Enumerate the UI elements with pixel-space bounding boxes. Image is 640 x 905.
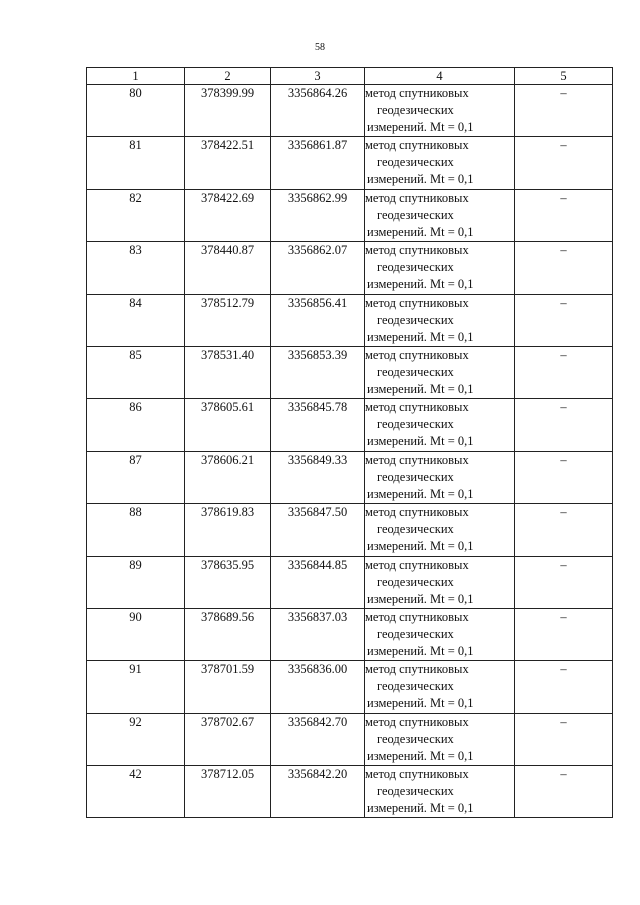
method-line-2: геодезических — [377, 364, 454, 379]
table-row — [87, 451, 613, 503]
method-line-1: метод спутниковых — [365, 557, 469, 572]
col5-dash: – — [515, 766, 613, 818]
col5-dash: – — [515, 294, 613, 346]
method-line-3: измерений. Mt = 0,1 — [367, 801, 474, 816]
table-row — [87, 85, 613, 137]
coord-y: 3356842.70 — [271, 713, 365, 765]
method-line-3: измерений. Mt = 0,1 — [367, 172, 474, 187]
table-header — [87, 68, 613, 85]
method-line-1: метод спутниковых — [365, 609, 469, 624]
table-row — [87, 713, 613, 765]
method-line-2: геодезических — [377, 207, 454, 222]
coord-y: 3356856.41 — [271, 294, 365, 346]
coord-x: 378531.40 — [185, 346, 271, 398]
method-line-2: геодезических — [377, 679, 454, 694]
method-cell — [365, 451, 515, 503]
coord-y: 3356864.26 — [271, 85, 365, 137]
method-line-3: измерений. Mt = 0,1 — [367, 696, 474, 711]
coord-y: 3356845.78 — [271, 399, 365, 451]
method-line-1: метод спутниковых — [365, 243, 469, 258]
point-number: 91 — [87, 661, 185, 713]
coordinates-table — [86, 67, 613, 818]
coord-y: 3356861.87 — [271, 137, 365, 189]
point-number: 82 — [87, 189, 185, 241]
method-line-1: метод спутниковых — [365, 190, 469, 205]
table-row — [87, 294, 613, 346]
method-line-1: метод спутниковых — [365, 714, 469, 729]
point-number: 81 — [87, 137, 185, 189]
method-line-1: метод спутниковых — [365, 767, 469, 782]
method-cell — [365, 504, 515, 556]
method-cell — [365, 713, 515, 765]
table-row — [87, 346, 613, 398]
coord-x: 378689.56 — [185, 608, 271, 660]
method-line-2: геодезических — [377, 417, 454, 432]
coord-x: 378619.83 — [185, 504, 271, 556]
method-cell — [365, 85, 515, 137]
method-cell — [365, 346, 515, 398]
method-line-3: измерений. Mt = 0,1 — [367, 643, 474, 658]
method-line-2: геодезических — [377, 784, 454, 799]
coord-x: 378702.67 — [185, 713, 271, 765]
col5-dash: – — [515, 661, 613, 713]
table-row — [87, 661, 613, 713]
method-cell — [365, 189, 515, 241]
method-line-2: геодезических — [377, 103, 454, 117]
header-col-4: 4 — [365, 68, 515, 85]
method-line-1: метод спутниковых — [365, 400, 469, 415]
point-number: 85 — [87, 346, 185, 398]
method-line-2: геодезических — [377, 260, 454, 275]
method-line-3: измерений. Mt = 0,1 — [367, 120, 474, 134]
coord-y: 3356862.99 — [271, 189, 365, 241]
col5-dash: – — [515, 85, 613, 137]
col5-dash: – — [515, 242, 613, 294]
coord-x: 378605.61 — [185, 399, 271, 451]
coord-y: 3356836.00 — [271, 661, 365, 713]
method-line-2: геодезических — [377, 626, 454, 641]
method-line-1: метод спутниковых — [365, 86, 469, 100]
method-line-2: геодезических — [377, 731, 454, 746]
method-line-3: измерений. Mt = 0,1 — [367, 381, 474, 396]
point-number: 42 — [87, 766, 185, 818]
point-number: 90 — [87, 608, 185, 660]
method-cell — [365, 294, 515, 346]
table-row — [87, 556, 613, 608]
header-col-1: 1 — [87, 68, 185, 85]
method-line-3: измерений. Mt = 0,1 — [367, 748, 474, 763]
method-line-2: геодезических — [377, 574, 454, 589]
table-row — [87, 504, 613, 556]
method-line-2: геодезических — [377, 522, 454, 537]
table-row — [87, 766, 613, 818]
header-row — [87, 68, 613, 85]
col5-dash: – — [515, 713, 613, 765]
method-line-3: измерений. Mt = 0,1 — [367, 434, 474, 449]
table-row — [87, 399, 613, 451]
point-number: 83 — [87, 242, 185, 294]
coord-y: 3356847.50 — [271, 504, 365, 556]
method-line-1: метод спутниковых — [365, 505, 469, 520]
coord-x: 378701.59 — [185, 661, 271, 713]
point-number: 80 — [87, 85, 185, 137]
method-line-2: геодезических — [377, 312, 454, 327]
method-cell — [365, 242, 515, 294]
coord-y: 3356862.07 — [271, 242, 365, 294]
coord-x: 378512.79 — [185, 294, 271, 346]
coord-x: 378440.87 — [185, 242, 271, 294]
coord-y: 3356842.20 — [271, 766, 365, 818]
coord-y: 3356844.85 — [271, 556, 365, 608]
table-row — [87, 189, 613, 241]
method-line-2: геодезических — [377, 155, 454, 170]
page-number: 58 — [315, 42, 325, 53]
method-line-3: измерений. Mt = 0,1 — [367, 277, 474, 292]
header-col-5: 5 — [515, 68, 613, 85]
method-line-3: измерений. Mt = 0,1 — [367, 539, 474, 554]
point-number: 89 — [87, 556, 185, 608]
col5-dash: – — [515, 504, 613, 556]
method-line-1: метод спутниковых — [365, 452, 469, 467]
col5-dash: – — [515, 189, 613, 241]
header-col-2: 2 — [185, 68, 271, 85]
method-cell — [365, 137, 515, 189]
col5-dash: – — [515, 608, 613, 660]
method-line-2: геодезических — [377, 469, 454, 484]
table-row — [87, 242, 613, 294]
col5-dash: – — [515, 137, 613, 189]
coord-x: 378422.51 — [185, 137, 271, 189]
coord-y: 3356853.39 — [271, 346, 365, 398]
table-body — [87, 85, 613, 818]
method-cell — [365, 766, 515, 818]
method-cell — [365, 661, 515, 713]
method-line-1: метод спутниковых — [365, 662, 469, 677]
point-number: 86 — [87, 399, 185, 451]
coord-x: 378606.21 — [185, 451, 271, 503]
method-line-3: измерений. Mt = 0,1 — [367, 329, 474, 344]
col5-dash: – — [515, 399, 613, 451]
method-line-3: измерений. Mt = 0,1 — [367, 224, 474, 239]
method-cell — [365, 608, 515, 660]
method-line-1: метод спутниковых — [365, 347, 469, 362]
col5-dash: – — [515, 556, 613, 608]
table-row — [87, 608, 613, 660]
method-cell — [365, 399, 515, 451]
method-cell — [365, 556, 515, 608]
header-col-3: 3 — [271, 68, 365, 85]
method-line-1: метод спутниковых — [365, 295, 469, 310]
col5-dash: – — [515, 346, 613, 398]
coord-y: 3356837.03 — [271, 608, 365, 660]
coord-x: 378635.95 — [185, 556, 271, 608]
coord-x: 378399.99 — [185, 85, 271, 137]
coord-y: 3356849.33 — [271, 451, 365, 503]
point-number: 88 — [87, 504, 185, 556]
method-line-3: измерений. Mt = 0,1 — [367, 591, 474, 606]
point-number: 87 — [87, 451, 185, 503]
point-number: 92 — [87, 713, 185, 765]
table-row — [87, 137, 613, 189]
method-line-3: измерений. Mt = 0,1 — [367, 486, 474, 501]
coord-x: 378712.05 — [185, 766, 271, 818]
method-line-1: метод спутниковых — [365, 138, 469, 153]
col5-dash: – — [515, 451, 613, 503]
coord-x: 378422.69 — [185, 189, 271, 241]
point-number: 84 — [87, 294, 185, 346]
